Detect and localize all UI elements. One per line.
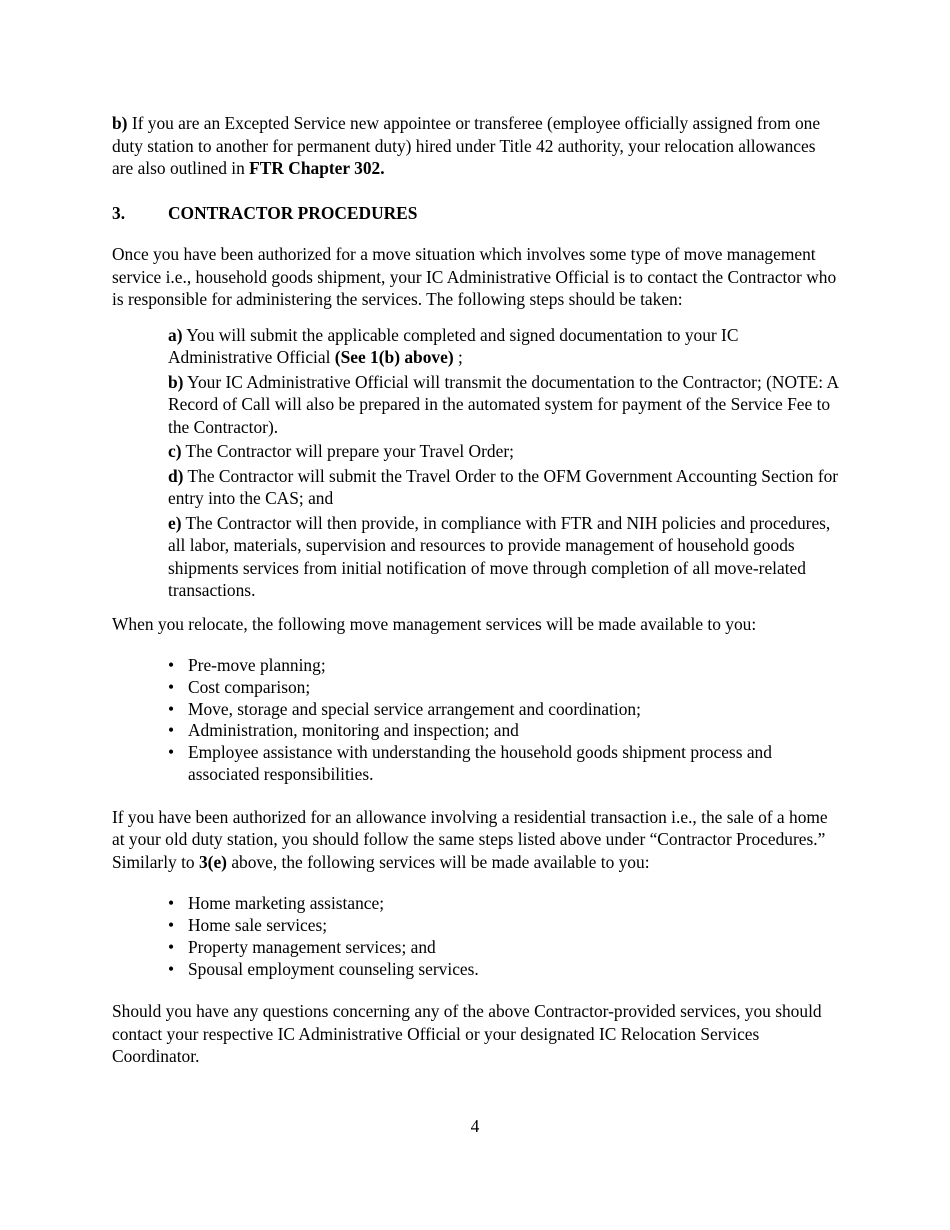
list-item: • Property management services; and: [168, 936, 436, 957]
step-label: b): [168, 371, 184, 392]
bullet-icon: •: [168, 720, 175, 741]
step-item: [168, 465, 840, 510]
step-text: The Contractor will prepare your Travel Order;: [181, 441, 514, 461]
list-item: • Cost comparison;: [168, 676, 311, 697]
bullet-icon: •: [168, 698, 175, 719]
bullet-icon: •: [168, 893, 175, 914]
list-item: • Administration, monitoring and inspection; and: [168, 720, 519, 741]
list-item: • Home sale services;: [168, 915, 328, 936]
step-item: [168, 324, 840, 369]
bullet-icon: •: [168, 676, 175, 697]
list-item: • Home marketing assistance;: [168, 893, 385, 914]
document-body: [112, 112, 840, 1068]
paragraph-b-label: b): [112, 113, 128, 133]
move-services-list: [168, 655, 840, 786]
home-services-list: [168, 893, 840, 980]
bullet-icon: •: [168, 742, 175, 763]
step-text: Your IC Administrative Official will transmit the documentation to the Contractor; (NOTE: A Record of Call will also be prepared in the automated system for payment of the Service Fee to the Contractor).: [168, 371, 839, 437]
step-item: [168, 440, 840, 463]
list-item: • Employee assistance with understanding the household goods shipment process and associated responsibilities.: [168, 742, 772, 784]
step-text: You will submit the applicable completed and signed documentation to your IC Administrative Official: [168, 324, 739, 367]
step-item: [168, 512, 840, 602]
paragraph-b: [112, 112, 840, 180]
step-text: The Contractor will submit the Travel Order to the OFM Government Accounting Section for entry into the CAS; and: [168, 465, 839, 508]
paragraph-b-text: If you are an Excepted Service new appointee or transferee (employee officially assigned from one duty station to another for permanent duty) hired under Title 42 authority, your relocation allowances are also outlined in: [112, 113, 821, 178]
bullet-icon: •: [168, 915, 175, 936]
relocate-paragraph: When you relocate, the following move management services will be made available to you:: [112, 613, 757, 634]
residential-paragraph: If you have been authorized for an allowance involving a residential transaction i.e., the sale of a home at your old duty station, you should follow the same steps listed above under “Contractor Procedures.” Similarly to 3(e) above, the following services will be made available to you:: [112, 806, 828, 872]
section-heading: [112, 202, 840, 225]
list-item: • Spousal employment counseling services.: [168, 958, 479, 979]
step-label: a): [168, 324, 183, 345]
step-item: [168, 371, 840, 439]
step-label: c): [168, 441, 182, 461]
procedure-steps: [168, 324, 840, 602]
page-number: 4: [470, 1116, 480, 1136]
step-text: The Contractor will then provide, in compliance with FTR and NIH policies and procedures, all labor, materials, supervision and resources to provide management of household goods shipments services from initial notification of move through completion of all move-related transactions.: [168, 512, 831, 600]
step-reference: (See 1(b) above): [334, 347, 454, 367]
step-tail: ;: [453, 347, 463, 367]
section-number: 3.: [112, 202, 126, 223]
step-label: e): [168, 512, 182, 533]
bullet-icon: •: [168, 958, 175, 979]
section-intro: Once you have been authorized for a move situation which involves some type of move management service i.e., household goods shipment, your IC Administrative Official is to contact the Contractor who is responsible for administering the services. The following steps should be taken:: [112, 244, 837, 309]
list-item: • Pre-move planning;: [168, 655, 326, 675]
residential-reference: 3(e): [198, 851, 227, 872]
ftr-reference: FTR Chapter 302.: [249, 158, 385, 178]
bullet-icon: •: [168, 655, 175, 675]
bullet-icon: •: [168, 936, 175, 957]
closing-paragraph: Should you have any questions concerning any of the above Contractor-provided services, you should contact your respective IC Administrative Official or your designated IC Relocation Services Coordinator.: [112, 1001, 822, 1067]
section-title: CONTRACTOR PROCEDURES: [168, 202, 418, 223]
step-label: d): [168, 465, 184, 486]
list-item: • Move, storage and special service arrangement and coordination;: [168, 698, 641, 719]
